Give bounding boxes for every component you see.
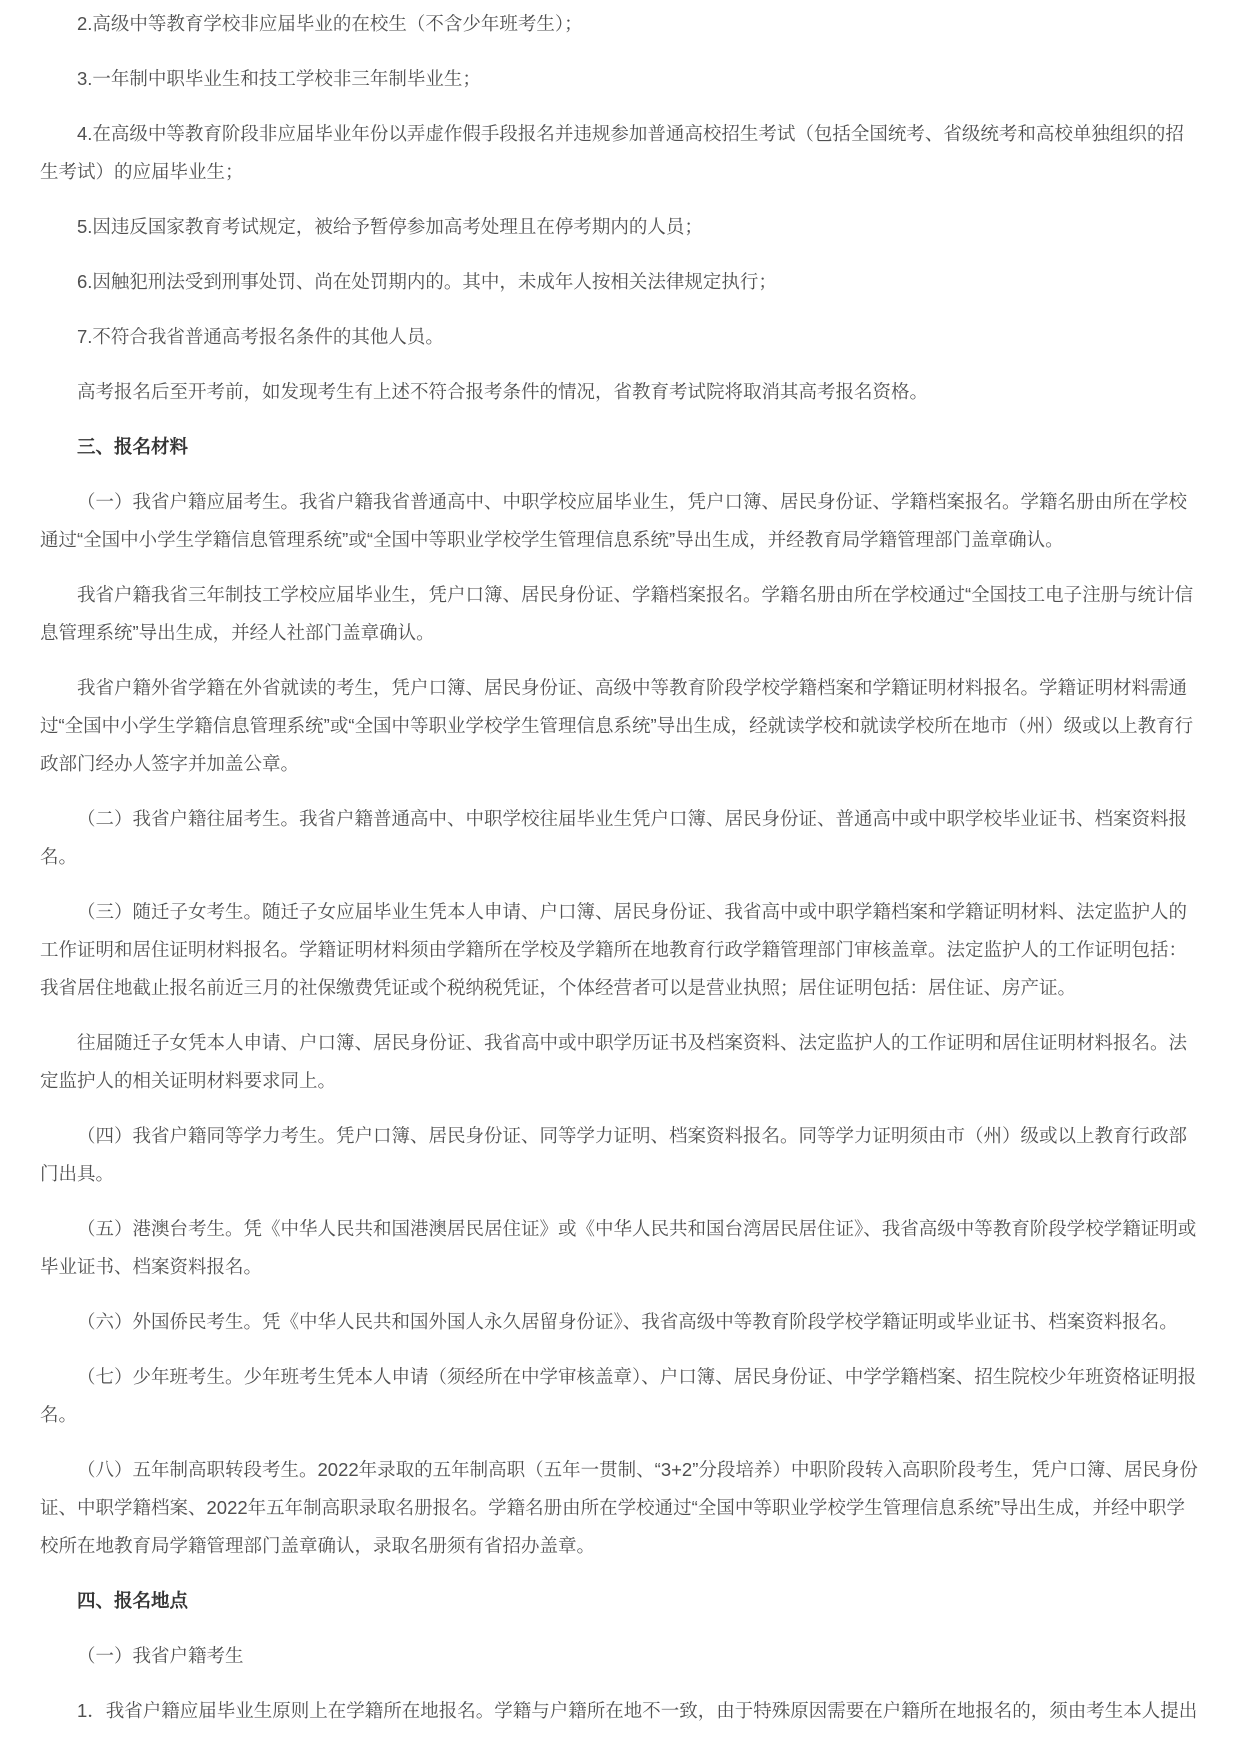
section-heading: 四、报名地点: [77, 1590, 189, 1611]
paragraph: （二）我省户籍往届考生。我省户籍普通高中、中职学校往届毕业生凭户口簿、居民身份证、普通高中或中职学校毕业证书、档案资料报名。: [40, 808, 1188, 867]
paragraph: 我省户籍外省学籍在外省就读的考生，凭户口簿、居民身份证、高级中等教育阶段学校学籍档案和学籍证明材料报名。学籍证明材料需通过“全国中小学生学籍信息管理系统”或“全国中等职业学校学生管理信息系统”导出生成，经就读学校和就读学校所在地市（州）级或以上教育行政部门经办人签字并加盖公章。: [40, 677, 1194, 774]
paragraph: 1．我省户籍应届毕业生原则上在学籍所在地报名。学籍与户籍所在地不一致，由于特殊原因需要在户籍所在地报名的，须由考生本人提出: [77, 1700, 1198, 1721]
paragraph: 2.高级中等教育学校非应届毕业的在校生（不含少年班考生）；: [77, 13, 583, 34]
paragraph: 高考报名后至开考前，如发现考生有上述不符合报考条件的情况，省教育考试院将取消其高考报名资格。: [77, 381, 929, 402]
paragraph: 7.不符合我省普通高考报名条件的其他人员。: [77, 326, 444, 347]
paragraph: （七）少年班考生。少年班考生凭本人申请（须经所在中学审核盖章）、户口簿、居民身份证、中学学籍档案、招生院校少年班资格证明报名。: [40, 1366, 1197, 1425]
document-blocks: [40, 5, 1200, 1730]
paragraph: 3.一年制中职毕业生和技工学校非三年制毕业生；: [77, 68, 481, 89]
section-heading: 三、报名材料: [77, 436, 189, 457]
paragraph: （五）港澳台考生。凭《中华人民共和国港澳居民居住证》或《中华人民共和国台湾居民居住证》、我省高级中等教育阶段学校学籍证明或毕业证书、档案资料报名。: [40, 1218, 1197, 1277]
paragraph: （六）外国侨民考生。凭《中华人民共和国外国人永久居留身份证》、我省高级中等教育阶段学校学籍证明或毕业证书、档案资料报名。: [77, 1311, 1178, 1332]
paragraph: （一）我省户籍应届考生。我省户籍我省普通高中、中职学校应届毕业生，凭户口簿、居民身份证、学籍档案报名。学籍名册由所在学校通过“全国中小学生学籍信息管理系统”或“全国中等职业学校学生管理信息系统”导出生成，并经教育局学籍管理部门盖章确认。: [40, 491, 1188, 550]
paragraph: 往届随迁子女凭本人申请、户口簿、居民身份证、我省高中或中职学历证书及档案资料、法定监护人的工作证明和居住证明材料报名。法定监护人的相关证明材料要求同上。: [40, 1032, 1188, 1091]
paragraph: （四）我省户籍同等学力考生。凭户口簿、居民身份证、同等学力证明、档案资料报名。同等学力证明须由市（州）级或以上教育行政部门出具。: [40, 1125, 1188, 1184]
paragraph: 5.因违反国家教育考试规定，被给予暂停参加高考处理且在停考期内的人员；: [77, 216, 703, 237]
paragraph: 4.在高级中等教育阶段非应届毕业年份以弄虚作假手段报名并违规参加普通高校招生考试（包括全国统考、省级统考和高校单独组织的招生考试）的应届毕业生；: [40, 123, 1184, 182]
paragraph: （一）我省户籍考生: [77, 1645, 244, 1666]
article-content: [0, 5, 1240, 1730]
paragraph: 我省户籍我省三年制技工学校应届毕业生，凭户口簿、居民身份证、学籍档案报名。学籍名册由所在学校通过“全国技工电子注册与统计信息管理系统”导出生成，并经人社部门盖章确认。: [40, 584, 1194, 643]
paragraph: （八）五年制高职转段考生。2022年录取的五年制高职（五年一贯制、“3+2”分段培养）中职阶段转入高职阶段考生，凭户口簿、居民身份证、中职学籍档案、2022年五年制高职录取名册报名。学籍名册由所在学校通过“全国中等职业学校学生管理信息系统”导出生成，并经中职学校所在地教育局学籍管理部门盖章确认，录取名册须有省招办盖章。: [40, 1459, 1198, 1556]
paragraph: （三）随迁子女考生。随迁子女应届毕业生凭本人申请、户口簿、居民身份证、我省高中或中职学籍档案和学籍证明材料、法定监护人的工作证明和居住证明材料报名。学籍证明材料须由学籍所在学校及学籍所在地教育行政学籍管理部门审核盖章。法定监护人的工作证明包括：我省居住地截止报名前近三月的社保缴费凭证或个税纳税凭证，个体经营者可以是营业执照；居住证明包括：居住证、房产证。: [40, 901, 1188, 998]
paragraph: 6.因触犯刑法受到刑事处罚、尚在处罚期内的。其中，未成年人按相关法律规定执行；: [77, 271, 777, 292]
